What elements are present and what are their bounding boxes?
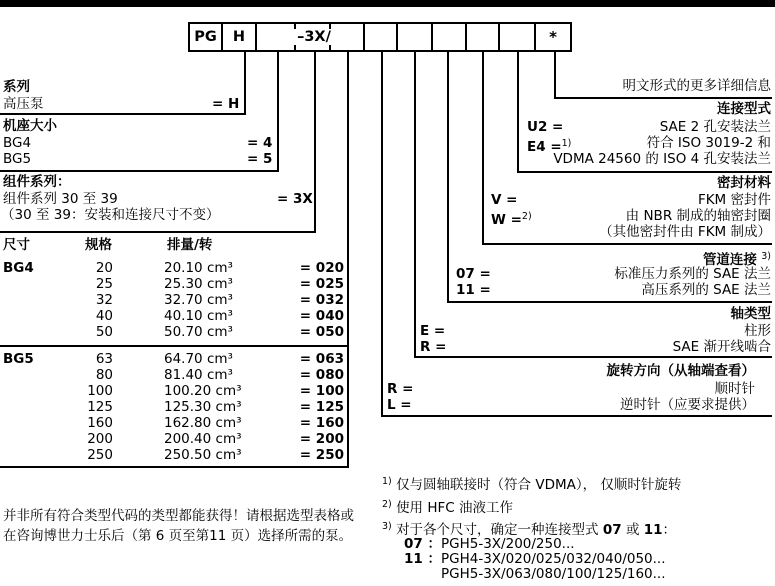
availability-note-line1: 并非所有符合类型代码的类型都能获得！请根据选型表格或	[3, 508, 354, 524]
footnote-3-example-11-text: PGH4-3X/020/025/032/040/050...	[441, 551, 666, 567]
code-box-pg	[190, 24, 223, 50]
frame-size-bg4-label: BG4	[3, 135, 32, 151]
row-code: = 040	[299, 308, 344, 324]
row-displacement: 100.20 cm³	[164, 383, 242, 399]
row-code: = 125	[299, 399, 344, 415]
rule-rotation-bottom	[381, 415, 772, 417]
size-table-col-displacement: 排量/转	[167, 237, 213, 253]
leader-line-connection	[517, 52, 519, 173]
shaft-r-text: SAE 渐开线啮合	[672, 339, 771, 355]
footnote-ref-2: 2)	[521, 211, 532, 222]
size-table-col-spec: 规格	[85, 237, 112, 253]
shaft-e-text: 柱形	[744, 323, 771, 339]
table-row	[0, 432, 350, 448]
rule-component-series-bottom	[0, 231, 316, 233]
code-box-3x-label: –3X/	[297, 29, 331, 45]
pipe-connection-header-label: 管道连接	[702, 252, 757, 268]
series-label: 高压泵	[3, 96, 44, 112]
footnote-1	[382, 474, 681, 493]
footnote-3-code-11: 11	[643, 522, 663, 538]
availability-note-line2: 在咨询博世力士乐后（第 6 页至第11 页）选择所需的泵。	[3, 528, 353, 544]
size-table-header-row	[0, 238, 350, 254]
table-row	[0, 400, 350, 416]
row-spec: 40	[95, 308, 113, 324]
table-row	[0, 368, 350, 384]
table-row	[0, 325, 350, 341]
footnote-2	[382, 497, 513, 516]
row-displacement: 81.40 cm³	[164, 367, 233, 383]
connection-e4-text: 符合 ISO 3019-2 和	[646, 135, 771, 151]
leader-line-component-series	[314, 52, 316, 233]
rule-table-group-separator	[0, 345, 349, 347]
code-box-shaft	[433, 24, 467, 50]
frame-size-bg5-label: BG5	[3, 151, 32, 167]
row-spec: 125	[87, 399, 113, 415]
leader-line-seal	[482, 52, 484, 245]
row-code: = 032	[299, 292, 344, 308]
footnote-ref-3: 3)	[761, 251, 771, 262]
seal-w-code	[491, 209, 532, 228]
footnote-3-example-07-label: 07 ：	[404, 536, 441, 552]
frame-size-header: 机座大小	[3, 118, 57, 134]
rule-frame-size-bottom	[0, 170, 279, 172]
table-row	[0, 352, 350, 368]
size-table-col-size: 尺寸	[3, 237, 30, 253]
seal-w-text-2: （其他密封件由 FKM 制成）	[599, 224, 771, 240]
row-spec: 100	[87, 383, 113, 399]
rotation-l-code: L =	[387, 397, 412, 413]
row-code: = 160	[299, 415, 344, 431]
connection-e4-text-2: VDMA 24560 的 ISO 4 孔安装法兰	[553, 151, 771, 167]
rotation-r-code: R =	[387, 381, 414, 397]
code-box-rotation	[398, 24, 433, 50]
row-code: = 200	[299, 431, 344, 447]
plain-text-label: 明文形式的更多详细信息	[622, 78, 771, 94]
rule-connection-bottom	[517, 171, 772, 173]
row-displacement: 25.30 cm³	[164, 276, 233, 292]
code-box-h	[223, 24, 257, 50]
row-spec: 160	[87, 415, 113, 431]
frame-size-bg5-code: = 5	[247, 151, 273, 167]
row-code: = 080	[299, 367, 344, 383]
footnote-1-marker: 1)	[382, 476, 392, 487]
footnote-3-marker: 3)	[382, 521, 392, 532]
rule-seal-bottom	[482, 243, 772, 245]
top-divider-bar	[0, 0, 775, 7]
series-code: = H	[212, 96, 240, 112]
row-spec: 32	[95, 292, 113, 308]
rule-shaft-bottom	[414, 356, 772, 358]
code-box-h-label: H	[232, 29, 246, 45]
row-displacement: 200.40 cm³	[164, 431, 242, 447]
frame-size-bg4-code: = 4	[247, 135, 273, 151]
row-code: = 063	[299, 351, 344, 367]
row-spec: 20	[95, 260, 113, 276]
row-displacement: 20.10 cm³	[164, 260, 233, 276]
size-table-group-bg5: BG5	[3, 351, 34, 367]
leader-line-rotation	[381, 52, 383, 417]
code-box-seal	[500, 24, 536, 50]
rotation-direction-header: 旋转方向（从轴端查看）	[606, 363, 755, 379]
box-subdivision-tick	[294, 45, 296, 50]
shaft-type-header: 轴类型	[730, 306, 771, 322]
series-header: 系列	[3, 79, 30, 95]
footnote-2-marker: 2)	[382, 499, 392, 510]
row-displacement: 125.30 cm³	[164, 399, 242, 415]
pipe-11-code: 11 =	[456, 282, 491, 298]
leader-line-frame-size	[277, 52, 279, 172]
footnote-3-example-11-text-2: PGH5-3X/063/080/100/125/160...	[441, 566, 666, 582]
leader-line-shaft	[414, 52, 416, 358]
leader-line-pipe	[447, 52, 449, 303]
table-row	[0, 309, 350, 325]
row-code: = 100	[299, 383, 344, 399]
rule-plain-text-bottom	[554, 97, 772, 99]
component-series-code: = 3X	[277, 191, 313, 207]
connection-u2-text: SAE 2 孔安装法兰	[659, 119, 771, 135]
row-displacement: 162.80 cm³	[164, 415, 242, 431]
row-displacement: 50.70 cm³	[164, 324, 233, 340]
seal-v-code: V =	[491, 192, 518, 208]
code-box-3x	[257, 24, 365, 50]
connection-u2-code: U2 =	[527, 119, 564, 135]
pipe-07-text: 标准压力系列的 SAE 法兰	[614, 266, 771, 282]
row-spec: 250	[87, 447, 113, 463]
rule-pipe-bottom	[447, 301, 772, 303]
leader-line-plain-text	[554, 52, 556, 99]
table-row	[0, 416, 350, 432]
row-displacement: 40.10 cm³	[164, 308, 233, 324]
row-spec: 50	[95, 324, 113, 340]
table-row	[0, 293, 350, 309]
row-spec: 25	[95, 276, 113, 292]
table-row	[0, 261, 350, 277]
size-table-group-bg4: BG4	[3, 260, 34, 276]
footnote-1-text: 仅与圆轴联接时（符合 VDMA）， 仅顺时针旋转	[396, 477, 682, 493]
row-spec: 63	[95, 351, 113, 367]
footnote-3-text: 对于各个尺寸，确定一种连接型式	[396, 522, 603, 538]
footnote-3-example-11-label: 11 ：	[404, 551, 441, 567]
code-box-pipe	[467, 24, 500, 50]
code-box-size	[365, 24, 398, 50]
rotation-r-text: 顺时针	[714, 381, 755, 397]
pipe-11-text: 高压系列的 SAE 法兰	[641, 282, 771, 298]
box-subdivision-tick	[329, 45, 331, 50]
row-spec: 200	[87, 431, 113, 447]
footnote-3-example-07-text: PGH5-3X/200/250...	[441, 536, 575, 552]
row-code: = 020	[299, 260, 344, 276]
seal-w-code-label: W =	[491, 212, 522, 228]
shaft-e-code: E =	[420, 323, 446, 339]
row-code: = 025	[299, 276, 344, 292]
row-spec: 80	[95, 367, 113, 383]
row-displacement: 64.70 cm³	[164, 351, 233, 367]
row-code: = 250	[299, 447, 344, 463]
footnote-ref-1: 1)	[561, 138, 572, 149]
footnote-2-text: 使用 HFC 油液工作	[396, 500, 513, 516]
footnote-3-text-mid: 或	[621, 522, 644, 538]
component-series-header: 组件系列：	[3, 174, 71, 190]
component-series-label: 组件系列 30 至 39	[3, 191, 118, 207]
code-box-star-label: *	[549, 28, 557, 46]
table-row	[0, 448, 350, 464]
code-box-pg-label: PG	[194, 29, 217, 45]
row-displacement: 32.70 cm³	[164, 292, 233, 308]
connection-e4-code-label: E4 =	[527, 139, 562, 155]
leader-line-series	[244, 52, 246, 115]
footnote-3-text-end: ：	[662, 522, 677, 538]
pipe-07-code: 07 =	[456, 266, 491, 282]
connection-type-header: 连接型式	[717, 101, 771, 117]
seal-w-text: 由 NBR 制成的轴密封圈	[625, 208, 771, 224]
type-code-box-row	[188, 22, 572, 52]
footnote-3-code-07: 07	[602, 522, 622, 538]
rule-series-bottom	[0, 113, 246, 115]
row-code: = 050	[299, 324, 344, 340]
shaft-r-code: R =	[420, 339, 447, 355]
code-box-star	[536, 24, 570, 50]
seal-v-text: FKM 密封件	[697, 192, 771, 208]
rotation-l-text: 逆时针（应要求提供）	[620, 397, 755, 413]
component-series-note: （30 至 39：安装和连接尺寸不变）	[1, 207, 220, 223]
row-displacement: 250.50 cm³	[164, 447, 242, 463]
seal-material-header: 密封材料	[717, 175, 771, 191]
table-row	[0, 277, 350, 293]
rule-table-bottom	[0, 466, 349, 468]
table-row	[0, 384, 350, 400]
